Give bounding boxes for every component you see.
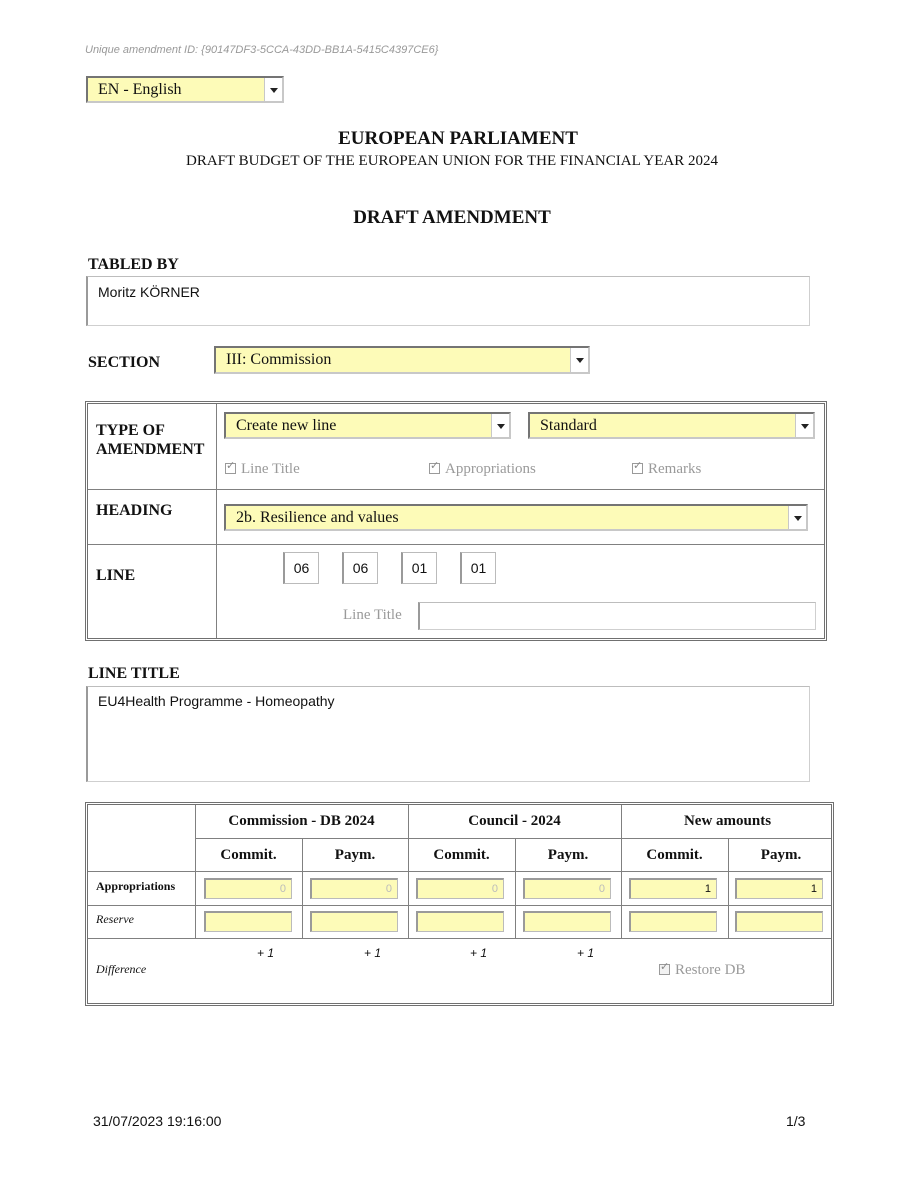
line-title-inline-field[interactable] — [418, 602, 816, 630]
amendment-id: Unique amendment ID: {90147DF3-5CCA-43DD-BB1A-5415C4397CE6} — [85, 44, 439, 56]
row-label-reserve: Reserve — [96, 912, 134, 926]
tabled-by-field[interactable] — [86, 276, 810, 326]
amendment-type-value: Create new line — [236, 417, 337, 434]
reserve-paym-council[interactable] — [523, 911, 611, 932]
checkbox-icon — [659, 964, 670, 975]
chevron-down-icon[interactable] — [264, 78, 282, 101]
section-select-value: III: Commission — [226, 351, 332, 368]
restore-db-checkbox[interactable]: ✓Restore DB — [659, 962, 745, 979]
reserve-paym-new[interactable] — [735, 911, 823, 932]
group-header-council: Council - 2024 — [468, 813, 561, 829]
line-code-4[interactable]: 01 — [460, 552, 496, 584]
line-title-label: LINE TITLE — [88, 665, 180, 682]
tabled-by-label: TABLED BY — [88, 256, 179, 273]
reserve-paym-db[interactable] — [310, 911, 398, 932]
heading-label: HEADING — [96, 502, 173, 519]
appropriations-commit-council[interactable]: 0 — [416, 878, 504, 899]
reserve-commit-db[interactable] — [204, 911, 292, 932]
appropriations-paym-new[interactable]: 1 — [735, 878, 823, 899]
appropriations-commit-new[interactable]: 1 — [629, 878, 717, 899]
column-header: Paym. — [547, 847, 589, 863]
line-title-inline-label: Line Title — [343, 607, 402, 623]
type-of-amendment-label: TYPE OF AMENDMENT — [96, 422, 205, 458]
checkbox-remarks[interactable]: ✓ Remarks — [632, 461, 701, 478]
document-title: DRAFT AMENDMENT — [353, 207, 551, 228]
column-header: Commit. — [433, 847, 490, 863]
chevron-down-icon[interactable] — [795, 414, 813, 437]
reserve-commit-new[interactable] — [629, 911, 717, 932]
line-title-value: EU4Health Programme - Homeopathy — [98, 693, 335, 709]
chevron-down-icon[interactable] — [570, 348, 588, 372]
amendment-mode-select[interactable] — [528, 412, 815, 439]
difference-paym: + 1 — [364, 946, 382, 960]
section-select[interactable] — [214, 346, 590, 374]
chevron-down-icon[interactable] — [788, 506, 806, 529]
group-header-new-amounts: New amounts — [683, 813, 772, 829]
section-label: SECTION — [88, 354, 161, 371]
footer-page-number: 1/3 — [786, 1113, 806, 1129]
reserve-commit-council[interactable] — [416, 911, 504, 932]
column-header: Paym. — [334, 847, 376, 863]
checkbox-checked-icon — [632, 463, 643, 474]
footer-timestamp: 31/07/2023 19:16:00 — [93, 1113, 222, 1129]
checkbox-checked-icon — [225, 463, 236, 474]
line-code-2[interactable]: 06 — [342, 552, 378, 584]
column-header: Paym. — [760, 847, 802, 863]
difference-paym: + 1 — [577, 946, 595, 960]
difference-commit: + 1 — [257, 946, 275, 960]
line-title-field[interactable] — [86, 686, 810, 782]
appropriations-commit-db[interactable]: 0 — [204, 878, 292, 899]
line-label: LINE — [96, 567, 136, 584]
tabled-by-value: Moritz KÖRNER — [98, 284, 200, 300]
page-title: EUROPEAN PARLIAMENT — [338, 128, 578, 149]
heading-select[interactable] — [224, 504, 808, 531]
checkbox-appropriations[interactable]: ✓ Appropriations — [429, 461, 536, 478]
row-label-difference: Difference — [96, 962, 147, 976]
heading-select-value: 2b. Resilience and values — [236, 509, 399, 526]
line-code-1[interactable]: 06 — [283, 552, 319, 584]
language-select[interactable] — [86, 76, 284, 103]
language-select-value: EN - English — [98, 81, 182, 98]
group-header-commission: Commission - DB 2024 — [228, 813, 375, 829]
checkbox-checked-icon — [429, 463, 440, 474]
difference-commit: + 1 — [470, 946, 488, 960]
amendment-type-select[interactable] — [224, 412, 511, 439]
row-label-appropriations: Appropriations — [96, 879, 176, 893]
appropriations-paym-council[interactable]: 0 — [523, 878, 611, 899]
line-code-3[interactable]: 01 — [401, 552, 437, 584]
column-header: Commit. — [220, 847, 277, 863]
chevron-down-icon[interactable] — [491, 414, 509, 437]
amendment-mode-value: Standard — [540, 417, 597, 434]
column-header: Commit. — [646, 847, 703, 863]
page-subtitle: DRAFT BUDGET OF THE EUROPEAN UNION FOR THE FINANCIAL YEAR 2024 — [186, 153, 718, 169]
checkbox-line-title[interactable]: ✓Line Title — [225, 461, 300, 478]
appropriations-paym-db[interactable]: 0 — [310, 878, 398, 899]
